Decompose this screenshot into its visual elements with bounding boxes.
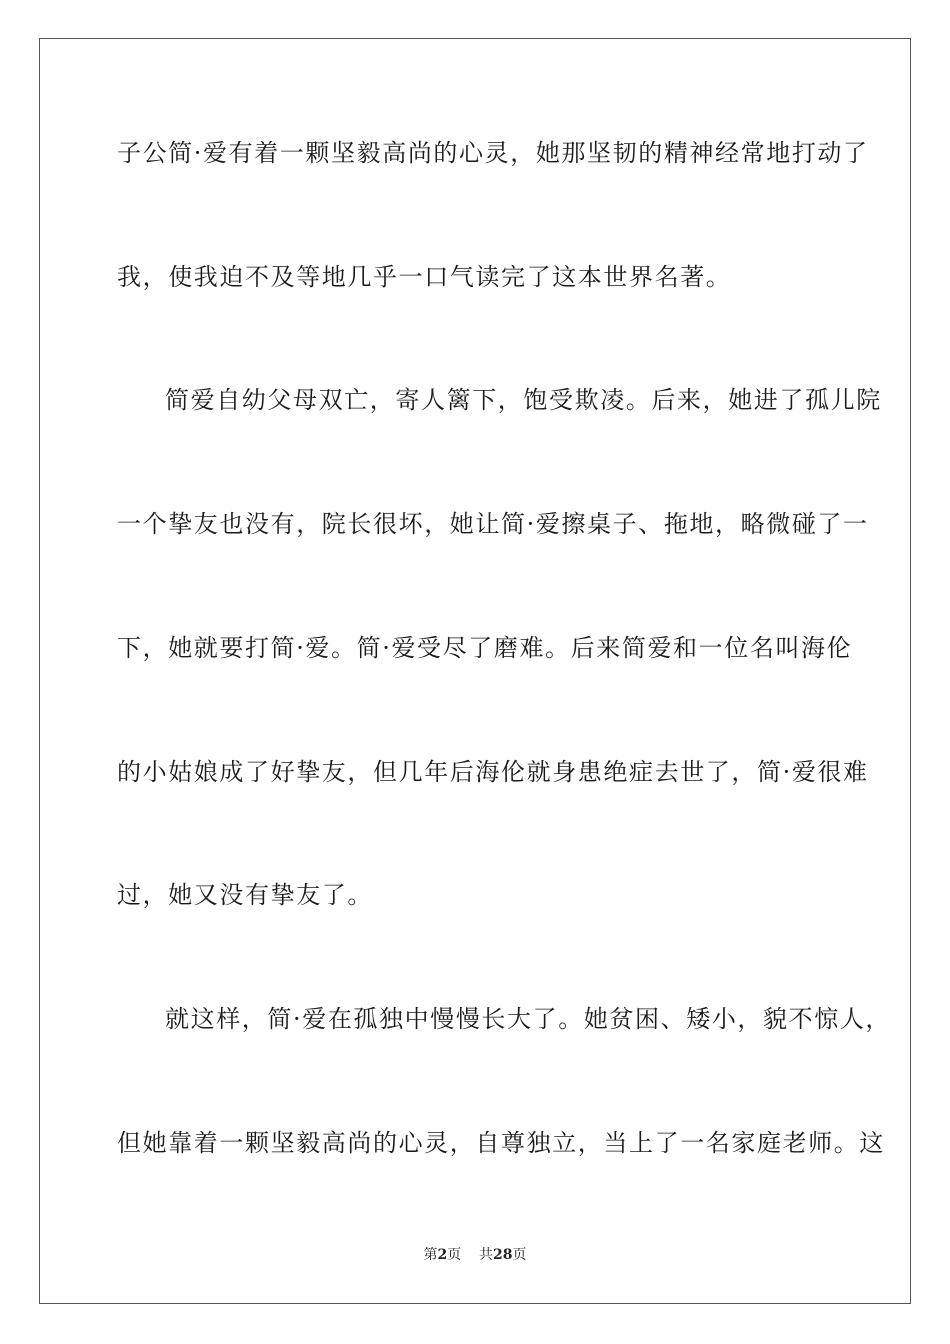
paragraph-first-line: 就这样，简·爱在孤独中慢慢长大了。她贫困、矮小，貌不惊人， <box>165 1005 892 1033</box>
text-line: 的小姑娘成了好挚友，但几年后海伦就身患绝症去世了，简·爱很难 <box>117 758 869 786</box>
paragraph-first-line: 简爱自幼父母双亡，寄人篱下，饱受欺凌。后来，她进了孤儿院 <box>165 386 882 414</box>
text-line: 过，她又没有挚友了。 <box>117 881 373 909</box>
page-frame <box>39 38 911 1304</box>
page-prefix: 第 <box>423 1247 438 1263</box>
text-line: 我，使我迫不及等地几乎一口气读完了这本世界名著。 <box>117 263 732 291</box>
text-line: 但她靠着一颗坚毅高尚的心灵，自尊独立，当上了一名家庭老师。这 <box>117 1129 885 1157</box>
text-line: 一个挚友也没有，院长很坏，她让简·爱擦桌子、拖地，略微碰了一 <box>117 510 869 538</box>
page-suffix: 页 <box>447 1247 462 1263</box>
total-pages-number: 28 <box>493 1247 513 1263</box>
total-prefix: 共 <box>479 1247 494 1263</box>
text-line: 子公简·爱有着一颗坚毅高尚的心灵，她那坚韧的精神经常地打动了 <box>117 139 869 167</box>
text-line: 下，她就要打简·爱。简·爱受尽了磨难。后来简爱和一位名叫海伦 <box>117 634 853 662</box>
page-footer <box>0 1246 950 1264</box>
current-page-number: 2 <box>437 1247 448 1263</box>
total-suffix: 页 <box>512 1247 527 1263</box>
